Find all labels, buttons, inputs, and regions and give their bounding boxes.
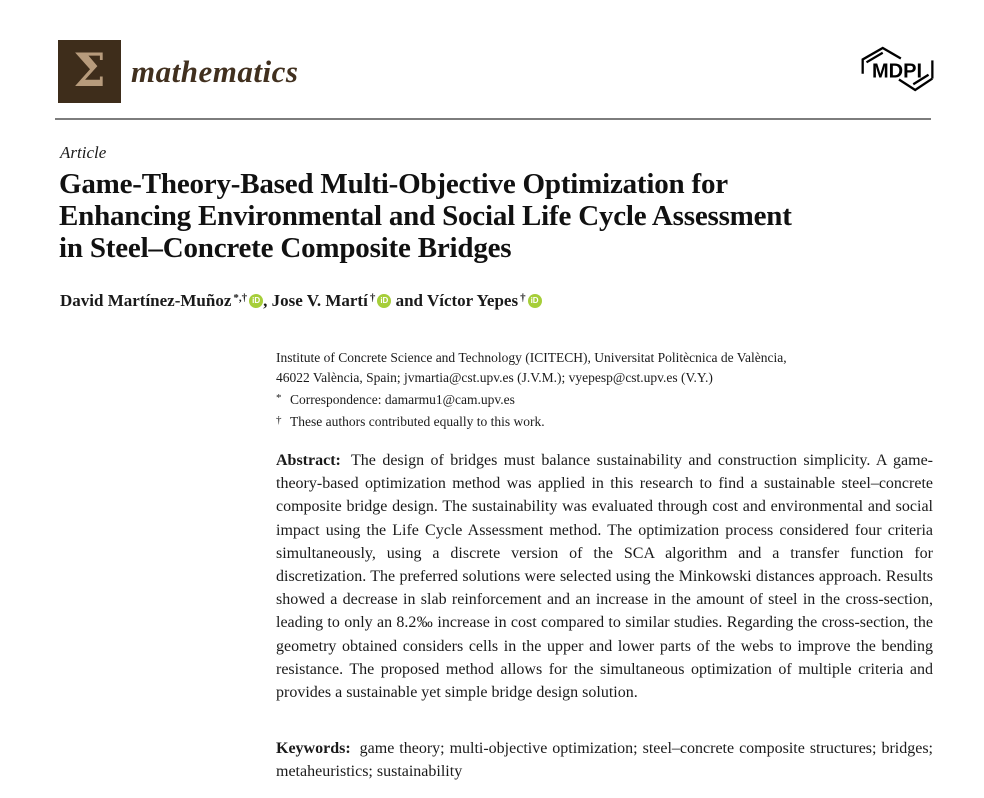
author-marker-3: † [520, 292, 526, 304]
correspondence-marker: * [276, 392, 282, 404]
contribution-line [276, 410, 936, 432]
mdpi-hexagon-icon [856, 42, 940, 96]
header-divider [55, 118, 931, 120]
keywords-label: Keywords: [276, 740, 351, 757]
mathematics-journal-logo[interactable] [58, 40, 121, 103]
keywords-text: game theory; multi-objective optimization; steel–concrete composite structures; bridges; metaheuristics; sustainability [276, 740, 934, 781]
abstract-label: Abstract: [276, 452, 341, 469]
abstract-paragraph [276, 449, 933, 704]
mdpi-logo[interactable] [856, 42, 940, 96]
author-separator-and: and [395, 291, 423, 310]
sigma-icon: Σ [73, 42, 106, 97]
orcid-icon[interactable]: iD [249, 294, 263, 308]
author-name-3: Víctor Yepes [426, 291, 519, 310]
author-line [60, 291, 542, 311]
mdpi-label: MDPI [872, 60, 923, 83]
affiliation-line-1: Institute of Concrete Science and Technology (ICITECH), Universitat Politècnica de València, [276, 350, 787, 365]
author-name-1: David Martínez-Muñoz [60, 291, 232, 310]
article-type-label: Article [60, 143, 107, 162]
orcid-icon[interactable]: iD [528, 294, 542, 308]
correspondence-text: Correspondence: damarmu1@cam.upv.es [290, 392, 515, 407]
orcid-icon[interactable]: iD [377, 294, 391, 308]
correspondence-line [276, 388, 936, 410]
article-title [59, 168, 792, 264]
journal-name: mathematics [131, 54, 299, 89]
affiliation-block [276, 348, 936, 432]
author-separator-comma: , [263, 291, 268, 310]
title-line-3: in Steel–Concrete Composite Bridges [59, 232, 512, 264]
author-marker-1: *,† [233, 292, 248, 304]
keywords-paragraph [276, 737, 933, 783]
contribution-marker: † [276, 414, 282, 426]
author-marker-2: † [369, 292, 376, 304]
affiliation-line-2: 46022 València, Spain; jvmartia@cst.upv.es (J.V.M.); vyepesp@cst.upv.es (V.Y.) [276, 370, 713, 385]
title-line-2: Enhancing Environmental and Social Life Cycle Assessment [59, 200, 792, 232]
author-name-2: Jose V. Martí [271, 291, 368, 310]
title-line-1: Game-Theory-Based Multi-Objective Optimization for [59, 168, 728, 200]
abstract-text: The design of bridges must balance sustainability and construction simplicity. A game-theory-based optimization method was applied in this research to find a sustainable steel–concrete composite bridge design. The sustainability was evaluated through cost and environmental and social impact using the Life Cycle Assessment method. The optimization process considered four criteria simultaneously, using a discrete version of the SCA algorithm and a transfer function for discretization. The preferred solutions were selected using the Minkowski distances approach. Results showed a decrease in slab reinforcement and an increase in the amount of steel in the cross-section, leading to only an 8.2‰ increase in cost compared to similar studies. Regarding the cross-section, the geometry obtained considers cells in the upper and lower parts of the webs to improve the bending resistance. The proposed method allows for the simultaneous optimization of multiple criteria and provides a sustainable yet simple bridge design solution. [276, 452, 933, 702]
contribution-text: These authors contributed equally to this work. [290, 414, 545, 429]
